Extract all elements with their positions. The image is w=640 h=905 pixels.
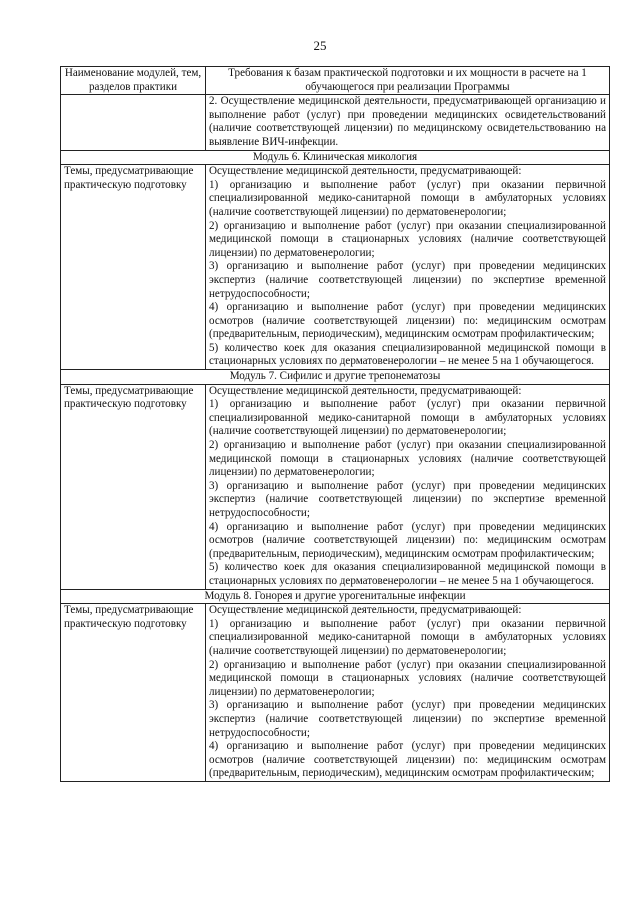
requirement-item: 3) организацию и выполнение работ (услуг) при проведении медицинских экспертиз (наличие соответствующей лицензии) по экспертизе временной нетрудоспособности; [209, 479, 606, 519]
requirements-cell [206, 604, 610, 782]
header-requirements: Требования к базам практической подготовки и их мощности в расчете на 1 обучающегося при реализации Программы [206, 67, 610, 95]
module-title: Модуль 7. Сифилис и другие трепонематозы [61, 370, 610, 385]
requirement-item: 5) количество коек для оказания специализированной медицинской помощи в стационарных условиях по дерматовенерологии – не менее 5 на 1 обучающегося. [209, 341, 606, 368]
carryover-row [61, 95, 610, 150]
requirement-item: 2) организацию и выполнение работ (услуг) при оказании специализированной медицинской помощи в стационарных условиях (наличие соответствующей лицензии) по дерматовенерологии; [209, 439, 606, 479]
module-title-row [61, 370, 610, 385]
requirement-item: 1) организацию и выполнение работ (услуг) при оказании первичной специализированной медико-санитарной помощи в амбулаторных условиях (наличие соответствующей лицензии) по дерматовенерологии; [209, 178, 606, 218]
requirement-item: 1) организацию и выполнение работ (услуг) при оказании первичной специализированной медико-санитарной помощи в амбулаторных условиях (наличие соответствующей лицензии) по дерматовенерологии; [209, 398, 606, 438]
module-title: Модуль 8. Гонорея и другие урогенитальные инфекции [61, 589, 610, 604]
module-title: Модуль 6. Клиническая микология [61, 150, 610, 165]
requirement-item: 5) количество коек для оказания специализированной медицинской помощи в стационарных условиях по дерматовенерологии – не менее 5 на 1 обучающегося. [209, 561, 606, 587]
topic-label: Темы, предусматривающие практическую подготовку [61, 604, 206, 782]
module-body-row [61, 384, 610, 589]
module-title-row [61, 150, 610, 165]
requirements-cell [206, 165, 610, 370]
carryover-item: 2. Осуществление медицинской деятельности, предусматривающей организацию и выполнение работ (услуг) при проведении медицинских освидетельствований (наличие соответствующей лицензии) по медицинскому освидетельствованию на выявление ВИЧ-инфекции. [206, 95, 610, 150]
module-body-row [61, 165, 610, 370]
requirement-item: 2) организацию и выполнение работ (услуг) при оказании специализированной медицинской помощи в стационарных условиях (наличие соответствующей лицензии) по дерматовенерологии; [209, 658, 606, 698]
requirement-item: 3) организацию и выполнение работ (услуг) при проведении медицинских экспертиз (наличие соответствующей лицензии) по экспертизе временной нетрудоспособности; [209, 699, 606, 739]
carryover-empty-cell [61, 95, 206, 150]
requirement-item: 3) организацию и выполнение работ (услуг) при проведении медицинских экспертиз (наличие соответствующей лицензии) по экспертизе временной нетрудоспособности; [209, 260, 606, 300]
page-number: 25 [313, 38, 327, 53]
requirements-intro: Осуществление медицинской деятельности, предусматривающей: [209, 384, 522, 397]
practice-bases-table [60, 66, 610, 782]
table-header-row [61, 67, 610, 95]
requirement-item: 4) организацию и выполнение работ (услуг) при проведении медицинских осмотров (наличие соответствующей лицензии) по: медицинским осмотрам (предварительным, периодическим), медицинским осмотрам профилактическим; [209, 301, 606, 341]
requirements-cell [206, 384, 610, 589]
requirement-item: 4) организацию и выполнение работ (услуг) при проведении медицинских осмотров (наличие соответствующей лицензии) по: медицинским осмотрам (предварительным, периодическим), медицинским осмотрам профилактическим; [209, 740, 606, 780]
requirements-intro: Осуществление медицинской деятельности, предусматривающей: [209, 165, 522, 178]
header-modules: Наименование модулей, тем, разделов практики [61, 67, 206, 95]
topic-label: Темы, предусматривающие практическую подготовку [61, 384, 206, 589]
topic-label: Темы, предусматривающие практическую подготовку [61, 165, 206, 370]
requirement-item: 2) организацию и выполнение работ (услуг) при оказании специализированной медицинской помощи в стационарных условиях (наличие соответствующей лицензии) по дерматовенерологии; [209, 219, 606, 259]
requirement-item: 4) организацию и выполнение работ (услуг) при проведении медицинских осмотров (наличие соответствующей лицензии) по: медицинским осмотрам (предварительным, периодическим), медицинским осмотрам профилактическим; [209, 520, 606, 560]
requirements-intro: Осуществление медицинской деятельности, предусматривающей: [209, 604, 522, 617]
module-title-row [61, 589, 610, 604]
requirement-item: 1) организацию и выполнение работ (услуг) при оказании первичной специализированной медико-санитарной помощи в амбулаторных условиях (наличие соответствующей лицензии) по дерматовенерологии; [209, 617, 606, 657]
module-body-row [61, 604, 610, 782]
